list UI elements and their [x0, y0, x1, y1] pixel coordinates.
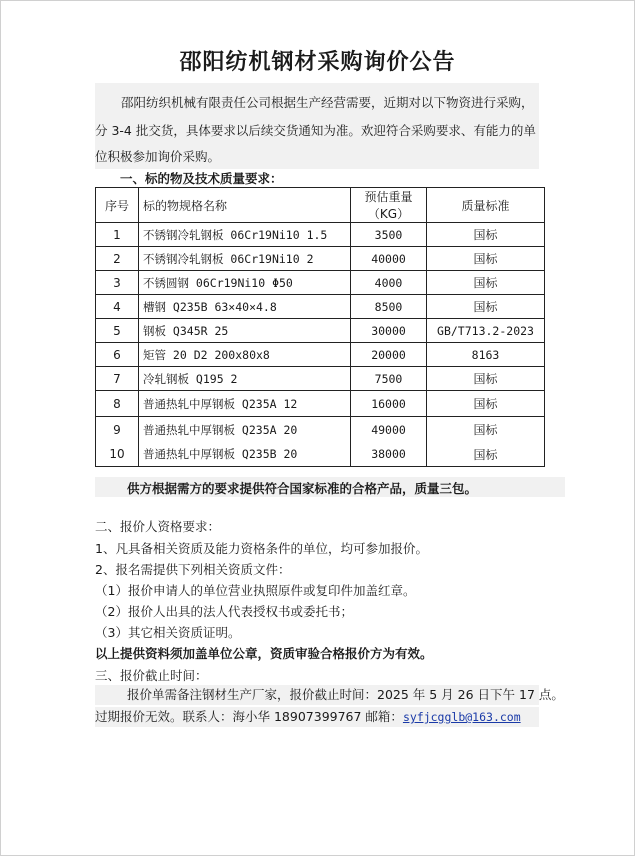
deadline-line-2: [95, 707, 539, 727]
header-seq: 序号: [96, 188, 139, 223]
table-row: [96, 417, 545, 443]
email-link[interactable]: syfjcgglb@163.com: [402, 710, 521, 724]
cell-seq: 7: [96, 367, 139, 391]
cell-seq: 10: [96, 443, 139, 467]
intro-line-1: 邵阳纺织机械有限责任公司根据生产经营需要，近期对以下物资进行采购，: [121, 95, 534, 110]
cell-standard: 国标: [427, 295, 545, 319]
cell-standard: 国标: [427, 417, 545, 443]
cell-name: 普通热轧中厚钢板 Q235A 20: [139, 417, 351, 443]
cell-standard: 国标: [427, 247, 545, 271]
table-row: [96, 271, 545, 295]
cell-name: 不锈钢冷轧钢板 06Cr19Ni10 1.5: [139, 223, 351, 247]
cell-standard: 国标: [427, 271, 545, 295]
cell-weight: 40000: [351, 247, 427, 271]
header-standard: 质量标准: [427, 188, 545, 223]
page-title: 邵阳纺机钢材采购询价公告: [179, 50, 456, 75]
header-weight-line-2: （KG）: [367, 207, 410, 221]
cell-seq: 4: [96, 295, 139, 319]
qualification-item-2: 2、报名需提供下列相关资质文件：: [95, 562, 291, 577]
cell-seq: 5: [96, 319, 139, 343]
section-1-heading: 一、标的物及技术质量要求：: [120, 171, 283, 186]
cell-seq: 6: [96, 343, 139, 367]
table-row: [96, 443, 545, 467]
cell-weight: 3500: [351, 223, 427, 247]
cell-seq: 2: [96, 247, 139, 271]
cell-seq: 1: [96, 223, 139, 247]
section-2-heading: 二、报价人资格要求：: [95, 519, 221, 534]
cell-standard: 国标: [427, 443, 545, 467]
intro-line-3: 位积极参加询价采购。: [95, 149, 221, 164]
cell-weight: 30000: [351, 319, 427, 343]
cell-standard: 国标: [427, 367, 545, 391]
intro-line-2: 分 3-4 批交货，具体要求以后续交货通知为准。欢迎符合采购要求、有能力的单: [95, 123, 536, 138]
header-weight-line-1: 预估重量: [364, 190, 413, 204]
qualification-item-1: 1、凡具备相关资质及能力资格条件的单位，均可参加报价。: [95, 541, 428, 556]
header-weight: [351, 188, 427, 223]
cell-standard: 国标: [427, 391, 545, 417]
qualification-sub-3: （3）其它相关资质证明。: [95, 625, 241, 640]
cell-standard: 国标: [427, 223, 545, 247]
table-row: [96, 367, 545, 391]
cell-seq: 8: [96, 391, 139, 417]
cell-weight: 16000: [351, 391, 427, 417]
cell-name: 普通热轧中厚钢板 Q235B 20: [139, 443, 351, 467]
cell-name: 槽钢 Q235B 63×40×4.8: [139, 295, 351, 319]
header-name: 标的物规格名称: [139, 188, 351, 223]
contact-text: 过期报价无效。联系人：海小华 18907399767 邮箱：: [95, 709, 403, 724]
cell-seq: 9: [96, 417, 139, 443]
deadline-line-1: 报价单需备注钢材生产厂家，报价截止时间：2025 年 5 月 26 日下午 17 点。: [95, 685, 539, 705]
section-3-heading: 三、报价截止时间：: [95, 668, 208, 683]
cell-standard: GB/T713.2-2023: [427, 319, 545, 343]
cell-weight: 20000: [351, 343, 427, 367]
intro-paragraph: [95, 83, 539, 169]
cell-name: 不锈圆钢 06Cr19Ni10 Φ50: [139, 271, 351, 295]
cell-name: 冷轧钢板 Q195 2: [139, 367, 351, 391]
supply-note: 供方根据需方的要求提供符合国家标准的合格产品，质量三包。: [95, 477, 565, 497]
table-row: [96, 247, 545, 271]
qualification-sub-1: （1）报价申请人的单位营业执照原件或复印件加盖红章。: [95, 583, 416, 598]
table-row: [96, 319, 545, 343]
cell-weight: 7500: [351, 367, 427, 391]
cell-weight: 8500: [351, 295, 427, 319]
cell-seq: 3: [96, 271, 139, 295]
cell-standard: 8163: [427, 343, 545, 367]
cell-weight: 38000: [351, 443, 427, 467]
cell-name: 矩管 20 D2 200x80x8: [139, 343, 351, 367]
qualification-note: 以上提供资料须加盖单位公章，资质审验合格报价方为有效。: [95, 646, 433, 661]
materials-table: [95, 187, 545, 467]
table-row: [96, 223, 545, 247]
cell-weight: 4000: [351, 271, 427, 295]
cell-name: 不锈钢冷轧钢板 06Cr19Ni10 2: [139, 247, 351, 271]
table-row: [96, 295, 545, 319]
cell-name: 钢板 Q345R 25: [139, 319, 351, 343]
cell-name: 普通热轧中厚钢板 Q235A 12: [139, 391, 351, 417]
table-row: [96, 391, 545, 417]
qualification-sub-2: （2）报价人出具的法人代表授权书或委托书；: [95, 604, 353, 619]
cell-weight: 49000: [351, 417, 427, 443]
table-row: [96, 343, 545, 367]
table-header-row: [96, 188, 545, 223]
